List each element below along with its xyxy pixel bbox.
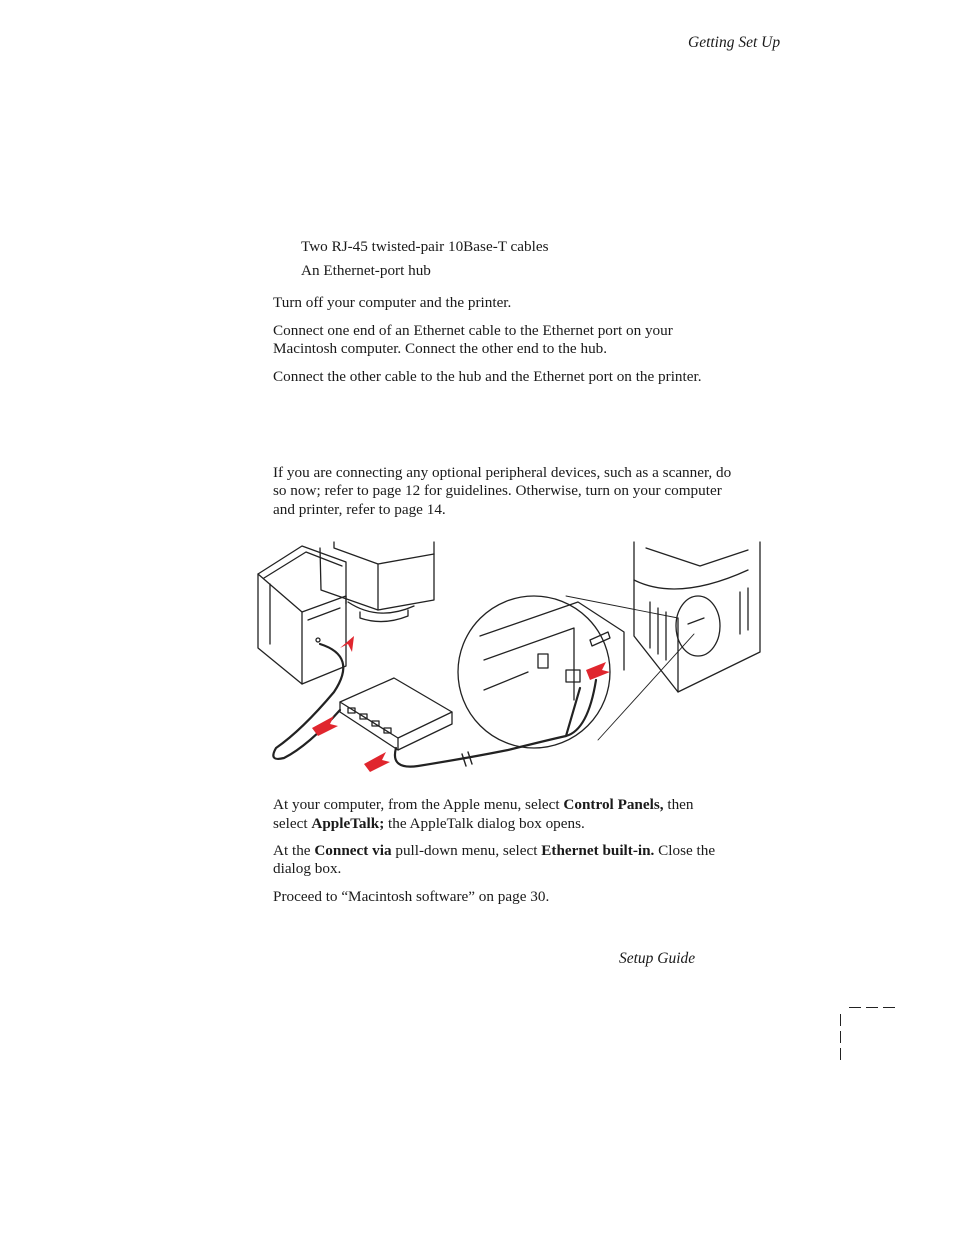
- ethernet-hub-drawing: [340, 678, 452, 750]
- ethernet-connection-illustration: [248, 540, 764, 774]
- requirement-item: An Ethernet-port hub: [301, 262, 431, 279]
- step-text: Macintosh computer. Connect the other end to the hub.: [273, 340, 608, 357]
- step-text: Proceed to “Macintosh software” on page 30.: [273, 888, 550, 905]
- paragraph-line: If you are connecting any optional peripheral devices, such as a scanner, do: [273, 464, 732, 481]
- computer-tower-drawing: [258, 546, 346, 684]
- paragraph-line: so now; refer to page 12 for guidelines. Otherwise, turn on your computer: [273, 482, 722, 499]
- printer-drawing: [634, 542, 760, 692]
- appletalk-term: AppleTalk;: [311, 815, 385, 832]
- step-text: Turn off your computer and the printer.: [273, 294, 512, 311]
- requirement-item: Two RJ-45 twisted-pair 10Base-T cables: [301, 238, 549, 255]
- crop-mark: [840, 1031, 841, 1043]
- connect-via-term: Connect via: [314, 842, 392, 859]
- control-panels-term: Control Panels,: [563, 796, 664, 813]
- running-footer: Setup Guide: [619, 950, 696, 967]
- crop-mark: [840, 1048, 841, 1060]
- crop-mark: [883, 1007, 895, 1008]
- step-text: At your computer, from the Apple menu, select Control Panels, then: [273, 796, 694, 813]
- running-header: Getting Set Up: [688, 34, 781, 51]
- connection-arrows: [312, 636, 610, 772]
- crop-mark: [840, 1014, 841, 1026]
- ethernet-builtin-term: Ethernet built-in.: [541, 842, 655, 859]
- step-text: At the Connect via pull-down menu, select Ethernet built-in. Close the: [273, 842, 716, 859]
- crop-mark: [849, 1007, 861, 1008]
- step-text: Connect one end of an Ethernet cable to the Ethernet port on your: [273, 322, 673, 339]
- step-text: dialog box.: [273, 860, 342, 877]
- crop-mark: [866, 1007, 878, 1008]
- paragraph-line: and printer, refer to page 14.: [273, 501, 446, 518]
- step-text: Connect the other cable to the hub and the Ethernet port on the printer.: [273, 368, 702, 385]
- step-text: select AppleTalk; the AppleTalk dialog box opens.: [273, 815, 585, 832]
